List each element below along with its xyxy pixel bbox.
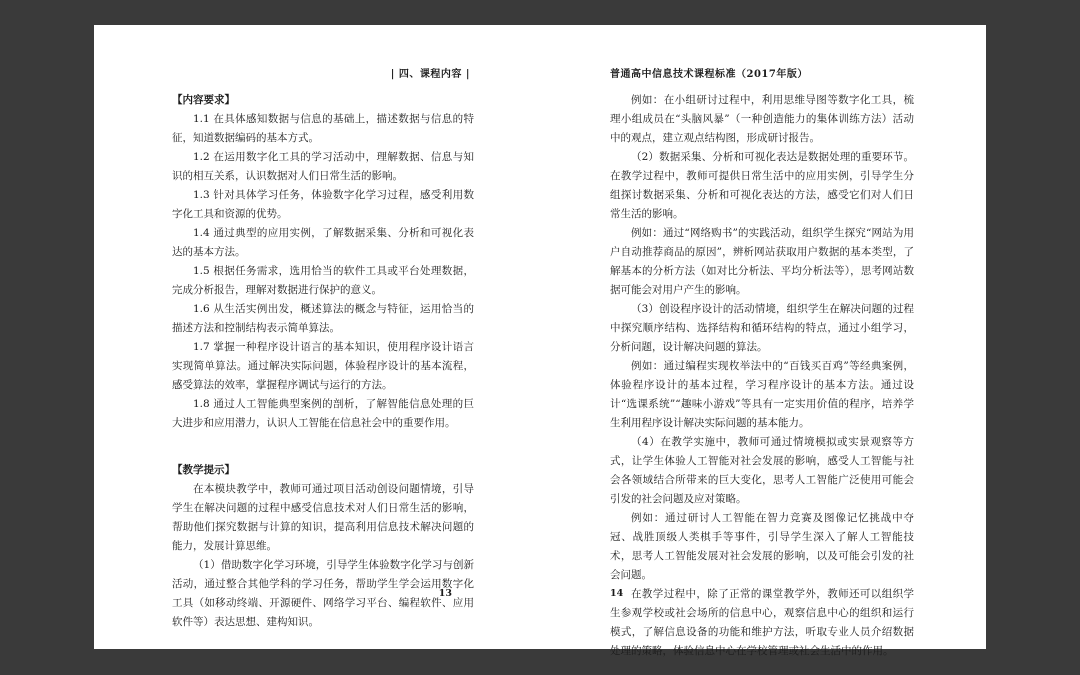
book-spread — [94, 25, 986, 657]
requirement-item: 1.6 从生活实例出发，概述算法的概念与特征，运用恰当的描述方法和控制结构表示简单算法。 — [172, 303, 474, 334]
body-paragraph: （2）数据采集、分析和可视化表达是数据处理的重要环节。在教学过程中，教师可提供日常生活中的应用实例，引导学生分组探讨数据采集、分析和可视化表达的方法，感受它们对人们日常生活的影响。 — [610, 151, 914, 220]
requirement-item: 1.3 针对具体学习任务，体验数字化学习过程，感受利用数字化工具和资源的优势。 — [172, 189, 474, 220]
body-paragraph: 例如：在小组研讨过程中，利用思维导图等数字化工具，梳理小组成员在“头脑风暴”（一种创造能力的集体训练方法）活动中的观点，建立观点结构图，形成研讨报告。 — [610, 94, 914, 144]
requirement-item: 1.4 通过典型的应用实例，了解数据采集、分析和可视化表达的基本方法。 — [172, 227, 474, 258]
tip-paragraph: （1）借助数字化学习环境，引导学生体验数字化学习与创新活动，通过整合其他学科的学习任务，帮助学生学会运用数字化工具（如移动终端、开源硬件、网络学习平台、编程软件、应用软件等）表达思想、建构知识。 — [172, 559, 474, 628]
body-paragraph: 例如：通过编程实现枚举法中的“百钱买百鸡”等经典案例，体验程序设计的基本过程，学习程序设计的基本方法。通过设计“选课系统”“趣味小游戏”等具有一定实用价值的程序，培养学生利用程序设计解决实际问题的基本能力。 — [610, 360, 914, 429]
page-number-right: 14 — [610, 588, 624, 599]
body-paragraph: 例如：通过“网络购书”的实践活动，组织学生探究“网站为用户自动推荐商品的原因”，辨析网站获取用户数据的基本类型，了解基本的分析方法（如对比分析法、平均分析法等），思考网站数据可能会对用户产生的影响。 — [610, 227, 914, 296]
requirement-item: 1.8 通过人工智能典型案例的剖析，了解智能信息处理的巨大进步和应用潜力，认识人工智能在信息社会中的重要作用。 — [172, 398, 474, 429]
content-requirements-heading: 【内容要求】 — [172, 94, 235, 106]
requirement-item: 1.7 掌握一种程序设计语言的基本知识，使用程序设计语言实现简单算法。通过解决实际问题，体验程序设计的基本流程，感受算法的效率，掌握程序调试与运行的方法。 — [172, 341, 474, 391]
tip-paragraph: 在本模块教学中，教师可通过项目活动创设问题情境，引导学生在解决问题的过程中感受信息技术对人们日常生活的影响，帮助他们探究数据与计算的知识，提高利用信息技术解决问题的能力，发展计算思维。 — [172, 483, 474, 552]
running-head-left: | 四、课程内容 | — [390, 69, 470, 80]
left-page — [94, 25, 540, 649]
body-paragraph: （4）在教学实施中，教师可通过情境模拟或实景观察等方式，让学生体验人工智能对社会发展的影响，感受人工智能与社会各领域结合所带来的巨大变化，思考人工智能广泛使用可能会引发的社会问题及应对策略。 — [610, 436, 914, 505]
page-number-left: 13 — [438, 588, 452, 599]
running-head-right: 普通高中信息技术课程标准（2017年版） — [610, 69, 808, 80]
requirement-item: 1.5 根据任务需求，选用恰当的软件工具或平台处理数据，完成分析报告，理解对数据进行保护的意义。 — [172, 265, 474, 296]
teaching-tips-heading: 【教学提示】 — [172, 464, 235, 476]
left-page-content — [172, 91, 474, 632]
body-paragraph: 例如：通过研讨人工智能在智力竞赛及图像记忆挑战中夺冠、战胜顶级人类棋手等事件，引导学生深入了解人工智能技术，思考人工智能发展对社会发展的影响，以及可能会引发的社会问题。 — [610, 512, 914, 581]
body-paragraph: （3）创设程序设计的活动情境，组织学生在解决问题的过程中探究顺序结构、选择结构和循环结构的特点，通过小组学习，分析问题，设计解决问题的算法。 — [610, 303, 914, 353]
right-page — [540, 25, 986, 657]
requirement-item: 1.1 在具体感知数据与信息的基础上，描述数据与信息的特征，知道数据编码的基本方式。 — [172, 113, 474, 144]
requirement-item: 1.2 在运用数字化工具的学习活动中，理解数据、信息与知识的相互关系，认识数据对人们日常生活的影响。 — [172, 151, 474, 182]
body-paragraph: 在教学过程中，除了正常的课堂教学外，教师还可以组织学生参观学校或社会场所的信息中心，观察信息中心的组织和运行模式，了解信息设备的功能和维护方法，听取专业人员介绍数据处理的策略，体验信息中心在学校管理或社会生活中的作用。 — [610, 588, 914, 657]
right-page-content — [610, 91, 914, 661]
